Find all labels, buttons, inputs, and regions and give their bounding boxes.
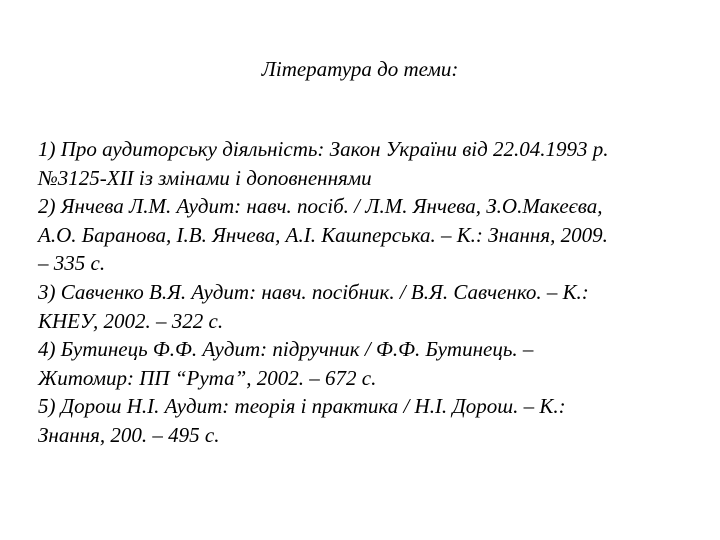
reference-line: 3) Савченко В.Я. Аудит: навч. посібник. / В.Я. Савченко. – К.: (38, 279, 589, 304)
reference-line: 1) Про аудиторську діяльність: Закон України від 22.04.1993 р. (38, 137, 609, 161)
reference-list (38, 135, 698, 450)
reference-line: КНЕУ, 2002. – 322 с. (38, 308, 224, 333)
reference-item-2 (38, 192, 698, 278)
reference-line: №3125-XII із змінами і доповненнями (38, 165, 372, 190)
reference-item-5 (38, 392, 698, 449)
reference-item-1 (38, 135, 698, 192)
reference-line: 2) Янчева Л.М. Аудит: навч. посіб. / Л.М. Янчева, З.О.Макеєва, (38, 194, 603, 219)
reference-item-3 (38, 278, 698, 335)
reference-line: А.О. Баранова, І.В. Янчева, А.І. Кашперська. – К.: Знання, 2009. (38, 222, 608, 247)
reference-item-4 (38, 335, 698, 392)
reference-line: – 335 с. (38, 251, 106, 276)
reference-line: Житомир: ПП “Рута”, 2002. – 672 с. (38, 365, 377, 390)
reference-line: 5) Дорош Н.І. Аудит: теорія і практика / Н.І. Дорош. – К.: (38, 394, 566, 419)
reference-line: 4) Бутинець Ф.Ф. Аудит: підручник / Ф.Ф. Бутинець. – (38, 337, 534, 362)
reference-line: Знання, 200. – 495 с. (38, 422, 220, 447)
slide-title: Література до теми: (261, 57, 459, 81)
